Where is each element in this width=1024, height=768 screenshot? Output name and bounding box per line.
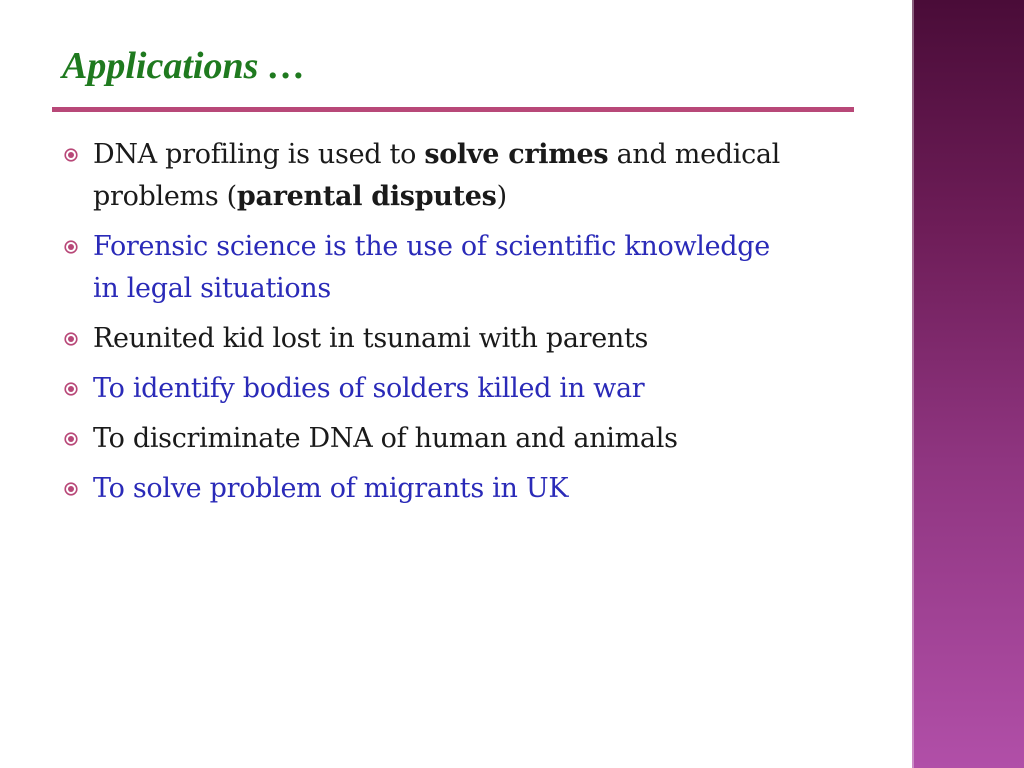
bold-term: parental disputes (236, 181, 497, 212)
bullet-item (62, 418, 852, 460)
decorative-sidebar (912, 0, 1024, 768)
bullet-text-line: in legal situations (93, 273, 331, 304)
circle-dot-icon (64, 148, 78, 162)
bullet-text: To solve problem of migrants in UK (93, 473, 569, 504)
bullet-item (62, 226, 852, 310)
bold-term: solve crimes (424, 139, 609, 170)
bullet-list (62, 134, 852, 518)
bullet-text-line: Forensic science is the use of scientific knowledge (93, 231, 770, 262)
title-underline (52, 107, 854, 112)
circle-dot-icon (64, 332, 78, 346)
bullet-text-line: problems (parental disputes) (93, 181, 507, 212)
bullet-text: To identify bodies of solders killed in war (93, 373, 645, 404)
circle-dot-icon (64, 382, 78, 396)
slide-title: Applications … (62, 45, 306, 87)
circle-dot-icon (64, 240, 78, 254)
circle-dot-icon (64, 432, 78, 446)
bullet-text: Reunited kid lost in tsunami with parents (93, 323, 649, 354)
bullet-item (62, 134, 852, 218)
bullet-text-line: DNA profiling is used to solve crimes and medical (93, 139, 781, 170)
sidebar-edge (912, 0, 914, 768)
bullet-item (62, 468, 852, 510)
bullet-item (62, 318, 852, 360)
circle-dot-icon (64, 482, 78, 496)
bullet-text: To discriminate DNA of human and animals (93, 423, 678, 454)
bullet-item (62, 368, 852, 410)
